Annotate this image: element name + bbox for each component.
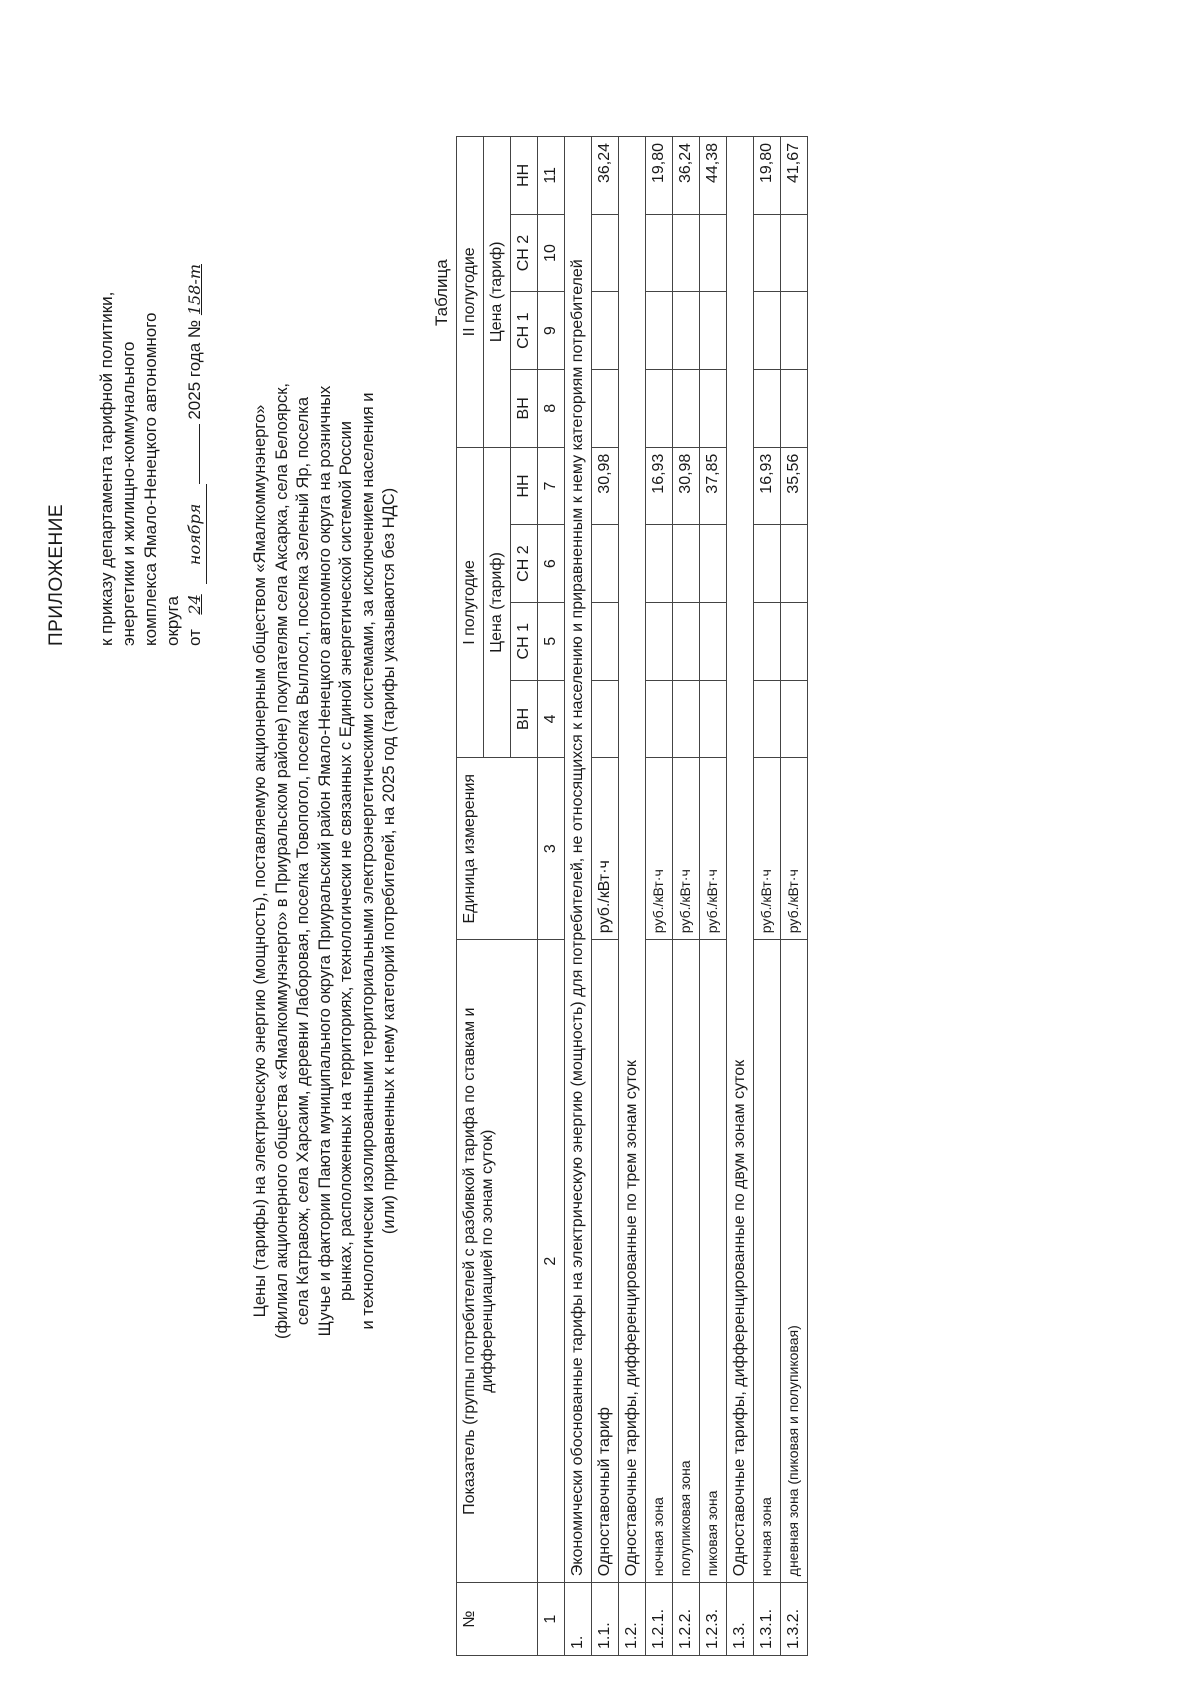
row-name: ночная зона [754,940,781,1583]
value-cell: 16,93 [754,447,781,525]
voltage-level: СН 1 [511,602,538,680]
row-num: 1.2.2. [673,1583,700,1656]
column-number-row [538,137,565,1656]
handwritten-day: 24 [185,594,204,615]
blank-underline [185,424,200,484]
order-line: к приказу департамента тарифной политики, [97,291,116,646]
row-num: 1.2.3. [700,1583,727,1656]
value-cell: 41,67 [781,137,808,215]
table-row [754,137,781,1656]
value-cell: 19,80 [646,137,673,215]
handwritten-month: ноября [184,484,207,584]
table-caption: Таблица [432,259,451,326]
value-cell [673,602,700,680]
column-number: 1 [538,1583,565,1656]
order-line: энергетики и жилищно-коммунального [119,341,138,646]
row-num: 1.2. [619,1583,646,1656]
title-line: и технологически изолированными территориальными электроэнергетическими системами, за исключением населения и [358,392,377,1330]
handwritten-order-number: 158-т [185,264,204,316]
value-cell: 36,24 [592,137,619,215]
value-cell [781,214,808,292]
value-cell: 44,38 [700,137,727,215]
value-cell: 19,80 [754,137,781,215]
value-cell: 35,56 [781,447,808,525]
row-num: 1.3.2. [781,1583,808,1656]
value-cell [700,525,727,603]
value-cell [700,292,727,370]
table-row [592,137,619,1656]
value-cell [781,292,808,370]
value-cell [646,680,673,758]
value-cell [646,370,673,448]
column-number: 4 [538,680,565,758]
voltage-level: ВН [511,370,538,448]
value-cell [673,680,700,758]
row-num: 1.2.1. [646,1583,673,1656]
value-cell [646,602,673,680]
title-line: села Катравож, села Харсаим, деревни Лаборовая, поселка Товопогол, поселка Выллосл, поселка Зеленый Яр, поселка [294,396,312,1326]
row-name: Одноставочный тариф [592,940,619,1583]
value-cell [781,680,808,758]
value-cell [754,680,781,758]
row-name: дневная зона (пиковая и полупиковая) [781,940,808,1583]
voltage-level: ВН [511,680,538,758]
value-cell [592,214,619,292]
document-title [250,286,401,1436]
title-line: Щучье и фактории Паюта муниципального округа Приуральский район Ямало-Ненецкого автономного округа на розничных [315,385,334,1337]
section-text: Одноставочные тарифы, дифференцированные по двум зонам суток [727,137,754,1583]
title-line: (филиал акционерного общества «Ямалкоммунэнерго» в Приуральском районе) покупателям села Аксарка, села Белоярск, [272,383,291,1340]
value-cell [673,370,700,448]
order-line: округа [163,596,182,646]
value-cell [754,602,781,680]
value-cell: 16,93 [646,447,673,525]
value-cell [673,525,700,603]
value-cell [781,370,808,448]
title-line: Цены (тарифы) на электрическую энергию (мощность), поставляемую акционерным обществом «Ямалкоммунэнерго» [251,404,269,1318]
voltage-level: СН 1 [511,292,538,370]
appendix-title: ПРИЛОЖЕНИЕ [46,503,67,646]
row-unit: руб./кВт·ч [781,758,808,940]
table-row [673,137,700,1656]
column-number: 2 [538,940,565,1583]
value-cell [700,680,727,758]
header-price-1: Цена (тариф) [484,447,511,758]
value-cell [592,525,619,603]
year-and-number-label: 2025 года № [185,319,204,420]
value-cell [592,602,619,680]
row-num: 1. [565,1583,592,1656]
title-line: рынках, расположенных на территориях, технологически не связанных с Единой энергетической системой России [337,421,355,1301]
table-row [781,137,808,1656]
value-cell [754,525,781,603]
value-cell [700,214,727,292]
row-name: пиковая зона [700,940,727,1583]
value-cell [592,292,619,370]
voltage-level: НН [511,447,538,525]
row-unit: руб./кВт·ч [592,758,619,940]
column-number: 8 [538,370,565,448]
table-row [700,137,727,1656]
value-cell [646,525,673,603]
header-price-2: Цена (тариф) [484,137,511,448]
value-cell [754,214,781,292]
value-cell: 30,98 [673,447,700,525]
title-line: (или) приравненных к нему категорий потребителей, на 2025 год (тарифы указываются без НДС) [380,487,398,1235]
section-row [619,137,646,1656]
header-row [457,137,484,1656]
header-num: № [457,1583,538,1656]
order-line: комплекса Ямало-Ненецкого автономного [141,312,160,646]
value-cell [781,525,808,603]
value-cell [592,680,619,758]
column-number: 5 [538,602,565,680]
row-name: полупиковая зона [673,940,700,1583]
tariff-table [456,136,808,1656]
table-row [646,137,673,1656]
voltage-level: СН 2 [511,214,538,292]
column-number: 9 [538,292,565,370]
value-cell [700,602,727,680]
row-num: 1.3. [727,1583,754,1656]
header-indicator: Показатель (группы потребителей с разбивкой тарифа по ставкам и дифференциацией по зонам суток) [457,940,538,1583]
row-unit: руб./кВт·ч [700,758,727,940]
section-row [565,137,592,1656]
column-number: 6 [538,525,565,603]
value-cell: 37,85 [700,447,727,525]
order-date-line [184,66,207,646]
voltage-level: СН 2 [511,525,538,603]
date-prefix: от [185,629,204,646]
value-cell [646,292,673,370]
row-name: ночная зона [646,940,673,1583]
value-cell [646,214,673,292]
header-half-1: I полугодие [457,447,484,758]
row-unit: руб./кВт·ч [754,758,781,940]
value-cell [754,370,781,448]
value-cell [592,370,619,448]
header-half-2: II полугодие [457,137,484,448]
order-reference [96,66,207,646]
column-number: 11 [538,137,565,215]
column-number: 3 [538,758,565,940]
row-num: 1.1. [592,1583,619,1656]
section-text: Экономически обоснованные тарифы на электрическую энергию (мощность) для потребителей, не относящихся к населению и приравненным к нему категориям потребителей [565,137,592,1583]
row-num: 1.3.1. [754,1583,781,1656]
value-cell [673,292,700,370]
header-unit: Единица измерения [457,758,538,940]
value-cell [673,214,700,292]
section-row [727,137,754,1656]
column-number: 7 [538,447,565,525]
row-unit: руб./кВт·ч [646,758,673,940]
value-cell [700,370,727,448]
value-cell: 30,98 [592,447,619,525]
value-cell [781,602,808,680]
column-number: 10 [538,214,565,292]
value-cell [754,292,781,370]
section-text: Одноставочные тарифы, дифференцированные по трем зонам суток [619,137,646,1583]
value-cell: 36,24 [673,137,700,215]
voltage-level: НН [511,137,538,215]
row-unit: руб./кВт·ч [673,758,700,940]
